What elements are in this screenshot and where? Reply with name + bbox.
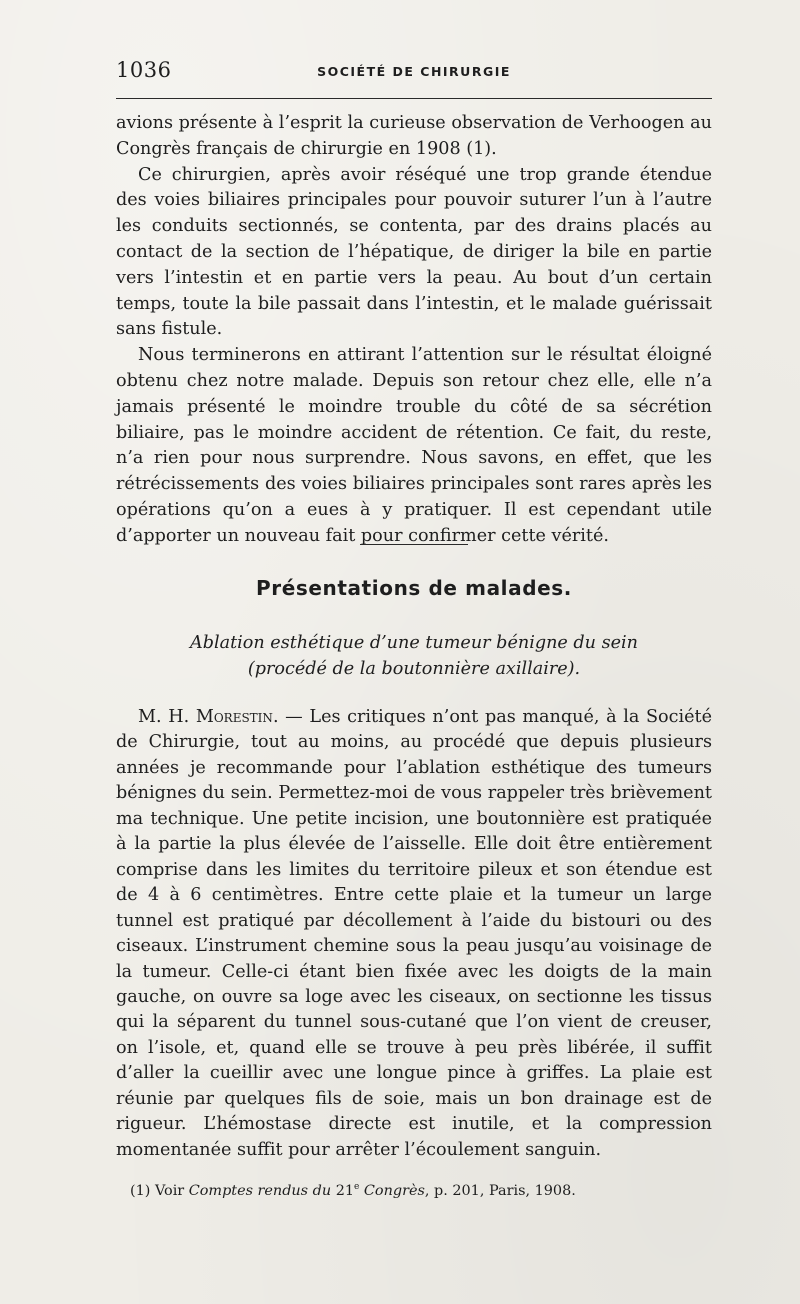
section-divider <box>360 544 468 545</box>
header-rule <box>116 98 712 99</box>
footnote-ordinal: e <box>354 1182 360 1193</box>
body-text-presentation <box>116 705 712 1163</box>
section-subtitle <box>116 630 712 682</box>
footnote-source-1: Comptes rendus du <box>188 1183 332 1199</box>
speaker-name: Morestin <box>195 707 273 727</box>
body-text-top <box>116 111 712 550</box>
footnote <box>130 1181 712 1201</box>
subtitle-line-1: Ablation esthétique d’une tumeur bénigne du sein <box>189 633 638 653</box>
running-title: SOCIÉTÉ DE CHIRURGIE <box>317 64 511 79</box>
paragraph <box>116 705 712 1163</box>
footnote-rest: , p. 201, Paris, 1908. <box>424 1183 576 1199</box>
footnote-source-2: Congrès <box>359 1183 425 1199</box>
page-number: 1036 <box>116 58 172 82</box>
footnote-number: 21 <box>331 1183 355 1199</box>
paragraph: Nous terminerons en attirant l’attention sur le résultat éloigné obtenu chez notre malade. Depuis son retour chez elle, elle n’a jamais présenté le moindre trouble du côté de sa sécrétion biliaire, pas le moindre accident de rétention. Ce fait, du reste, n’a rien pour nous surprendre. Nous savons, en effet, que les rétrécissements des voies biliaires principales sont rares après les opérations qu’on a eues à y pratiquer. Il est cependant utile d’apporter un nouveau fait pour confirmer cette vérité. <box>116 345 712 546</box>
page-header <box>116 58 712 88</box>
subtitle-line-2: (procédé de la boutonnière axillaire). <box>247 659 581 679</box>
speaker-prefix: M. H. <box>138 707 196 727</box>
section-title: Présentations de malades. <box>255 576 573 600</box>
paragraph: Ce chirurgien, après avoir réséqué une trop grande étendue des voies biliaires principales pour pouvoir suturer l’un à l’autre les conduits sectionnés, se contenta, par des drains placés au contact de la section de l’hépatique, de diriger la bile en partie vers l’intestin et en partie vers la peau. Au bout d’un certain temps, toute la bile passait dans l’intestin, et le malade guérissait sans fistule. <box>116 164 712 340</box>
presentation-text: . — Les critiques n’ont pas manqué, à la Société de Chirurgie, tout au moins, au procédé que depuis plusieurs années je recommande pour l’ablation esthétique des tumeurs bénignes du sein. Permettez-moi de vous rappeler très brièvement ma technique. Une petite incision, une boutonnière est pratiquée à la partie la plus élevée de l’aisselle. Elle doit être entièrement comprise dans les limites du territoire pileux et son étendue est de 4 à 6 centimètres. Entre cette plaie et la tumeur un large tunnel est pratiqué par décollement à l’aide du bistouri ou des ciseaux. L’instrument chemine sous la peau jusqu’au voisinage de la tumeur. Celle-ci étant bien fixée avec les doigts de la main gauche, on ouvre sa loge avec les ciseaux, on sectionne les tissus qui la séparent du tunnel sous-cutané que l’on vient de creuser, on l’isole, et, quand elle se trouve à peu près libérée, il suffit d’aller la cueillir avec une longue pince à griffes. La plaie est réunie par quelques fils de soie, mais un bon drainage est de rigueur. L’hémostase directe est inutile, et la compression momentanée suffit pour arrêter l’écoulement sanguin. <box>116 707 712 1160</box>
footnote-marker: (1) Voir <box>130 1183 189 1199</box>
paragraph-continuation: avions présente à l’esprit la curieuse observation de Verhoogen au Congrès français de chirurgie en 1908 (1). <box>116 113 712 159</box>
